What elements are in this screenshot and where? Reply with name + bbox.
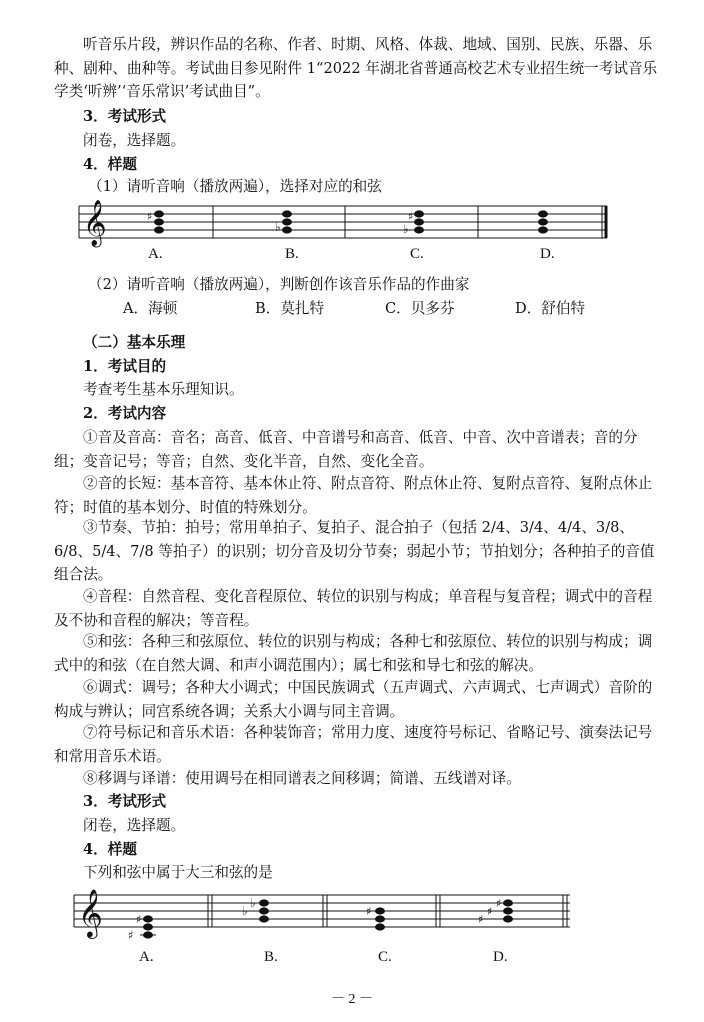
treble-clef-icon: 𝄞	[83, 200, 107, 246]
svg-text:♭: ♭	[403, 222, 409, 236]
paragraph-listening-intro: 听音乐片段，辨识作品的名称、作者、时期、风格、体裁、地域、国别、民族、乐器、乐种、剧种、曲种等。考试曲目参见附件 1“2022 年湖北省普通高校艺术专业招生统一考试音乐学类‘听辨’‘音乐常识’考试曲目”。	[54, 36, 658, 100]
exam-goal-text: 考查考生基本乐理知识。	[83, 381, 244, 398]
music-staff-2	[70, 885, 580, 945]
chord-label-b: B.	[285, 246, 299, 262]
question-2-options	[123, 297, 683, 321]
page-number: － 2 －	[331, 992, 373, 1007]
heading-exam-form-2: 3．考试形式	[83, 793, 167, 810]
chord-label-d-2: D.	[493, 949, 508, 965]
svg-text:♯: ♯	[128, 929, 134, 942]
chord-d	[538, 210, 548, 233]
content-item-8: ⑧移调与译谱：使用调号在相同谱表之间移调；简谱、五线谱对译。	[83, 770, 521, 787]
svg-text:♯: ♯	[487, 905, 493, 918]
svg-text:♯: ♯	[496, 897, 502, 910]
section-title-basic-theory: （二）基本乐理	[83, 334, 186, 351]
content-item-1: ①音及音高：音名；高音、低音、中音谱号和高音、低音、中音、次中音谱表；音的分组；变音记号；等音；自然、变化半音，自然、变化全音。	[54, 429, 638, 470]
svg-text:♭: ♭	[250, 896, 256, 910]
svg-text:♯: ♯	[136, 913, 142, 926]
content-item-5: ⑤和弦：各种三和弦原位、转位的识别与构成；各种七和弦原位、转位的识别与构成；调式中的和弦（在自然大调、和声小调范围内）；属七和弦和导七和弦的解决。	[54, 633, 653, 674]
svg-text:♭: ♭	[275, 220, 281, 234]
chord-label-d: D.	[540, 246, 555, 262]
music-staff-1	[75, 198, 615, 248]
content-item-2: ②音的长短：基本音符、基本休止符、附点音符、附点休止符、复附点音符、复附点休止符；时值的基本划分、时值的特殊划分。	[54, 475, 653, 516]
svg-text:♯: ♯	[147, 210, 153, 223]
svg-text:♯: ♯	[366, 905, 372, 918]
svg-text:♯: ♯	[478, 913, 484, 926]
exam-form-text-2: 闭卷，选择题。	[83, 817, 186, 834]
content-item-4: ④音程：自然音程、变化音程原位、转位的识别与构成；单音程与复音程；调式中的音程及不协和音程的解决；等音程。	[54, 588, 653, 629]
svg-text:♯: ♯	[408, 210, 414, 223]
content-item-3: ③节奏、节拍：拍号；常用单拍子、复拍子、混合拍子（包括 2/4、3/4、4/4、3/8、6/8、5/4、7/8 等拍子）的识别；切分音及切分节奏；弱起小节；节拍划分；各种拍子的音值组合法。	[54, 519, 655, 583]
heading-sample: 4．样题	[83, 156, 137, 173]
treble-clef-icon-2: 𝄞	[78, 888, 103, 937]
chord-label-a: A.	[148, 246, 163, 262]
option-c: C．贝多芬	[385, 300, 455, 317]
question-major-triad: 下列和弦中属于大三和弦的是	[83, 864, 273, 881]
option-b: B．莫扎特	[255, 300, 325, 317]
chord-label-c: C.	[410, 246, 424, 262]
chord-label-a-2: A.	[139, 949, 154, 965]
question-1: （1）请听音响（播放两遍），选择对应的和弦	[88, 178, 382, 195]
exam-form-text: 闭卷，选择题。	[83, 132, 186, 149]
heading-exam-goal: 1．考试目的	[83, 358, 167, 375]
heading-exam-content: 2．考试内容	[83, 405, 167, 422]
heading-exam-form: 3．考试形式	[83, 108, 167, 125]
content-item-6: ⑥调式：调号；各种大小调式；中国民族调式（五声调式、六声调式、七声调式）音阶的构成与辨认；同宫系统各调；关系大小调与同主音调。	[54, 679, 653, 720]
content-item-7: ⑦符号标记和音乐术语：各种装饰音；常用力度、速度符号标记、省略记号、演奏法记号和常用音乐术语。	[54, 724, 653, 765]
question-2: （2）请听音响（播放两遍），判断创作该音乐作品的作曲家	[88, 276, 470, 293]
svg-text:♭: ♭	[242, 904, 248, 918]
chord-label-c-2: C.	[378, 949, 392, 965]
heading-sample-2: 4．样题	[83, 841, 137, 858]
option-d: D．舒伯特	[515, 300, 586, 317]
chord-label-b-2: B.	[264, 949, 278, 965]
option-a: A．海顿	[123, 300, 178, 317]
